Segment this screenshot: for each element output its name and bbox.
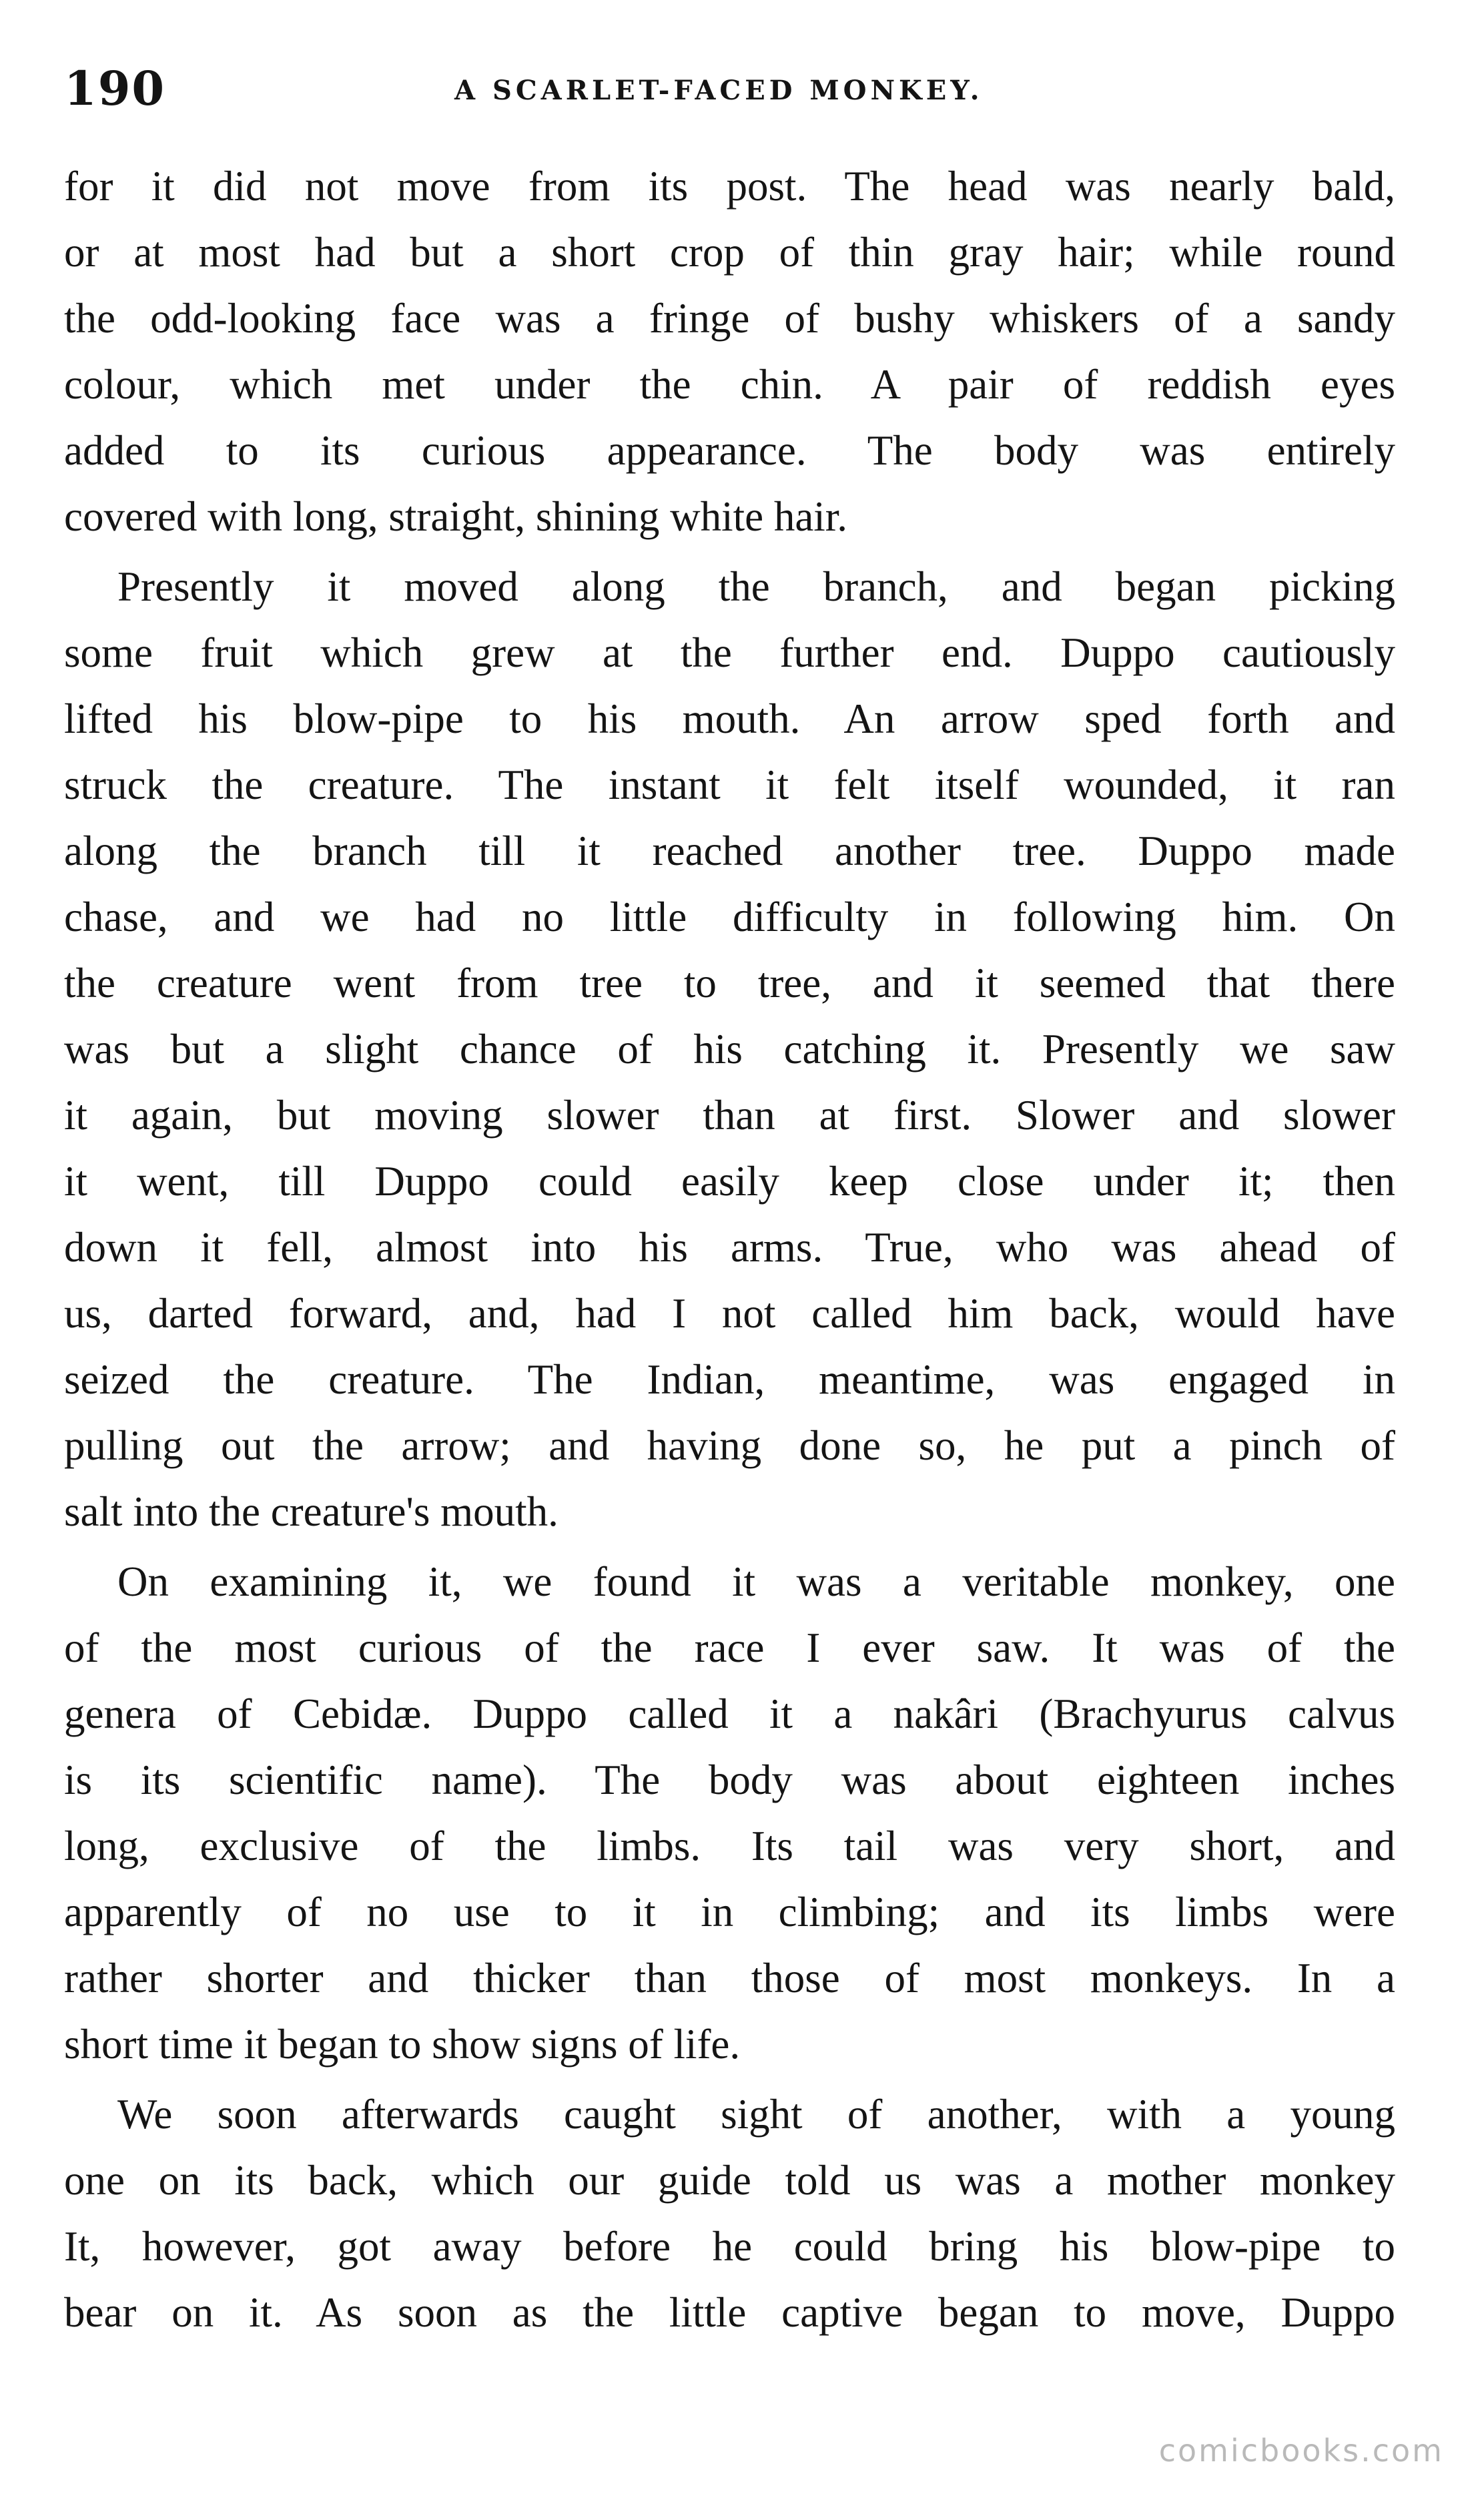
watermark: comicbooks.com — [1158, 2433, 1444, 2469]
text-line: Presently it moved along the branch, and began picking — [117, 563, 1395, 610]
text-line: On examining it, we found it was a veritable monkey, one — [117, 1558, 1395, 1605]
page-number: 190 — [64, 61, 166, 116]
text-line: added to its curious appearance. The body was entirely — [64, 427, 1395, 474]
text-line: covered with long, straight, shining white hair. — [64, 493, 848, 540]
paragraph — [64, 554, 1395, 1545]
text-line: is its scientific name). The body was about eighteen inches — [64, 1757, 1395, 1803]
text-line: rather shorter and thicker than those of most monkeys. In a — [64, 1955, 1395, 2001]
text-line: genera of Cebidæ. Duppo called it a nakâri (Brachyurus calvus — [64, 1690, 1395, 1737]
paragraph — [64, 2082, 1395, 2346]
text-line: for it did not move from its post. The head was nearly bald, — [64, 163, 1395, 210]
text-line: long, exclusive of the limbs. Its tail was very short, and — [64, 1823, 1395, 1869]
paragraph — [64, 153, 1395, 550]
text-line: was but a slight chance of his catching it. Presently we saw — [64, 1026, 1395, 1072]
text-line: lifted his blow-pipe to his mouth. An arrow sped forth and — [64, 695, 1395, 742]
text-line: some fruit which grew at the further end. Duppo cautiously — [64, 629, 1395, 676]
body-text — [64, 153, 1395, 2350]
text-line: struck the creature. The instant it felt itself wounded, it ran — [64, 761, 1395, 808]
text-line: apparently of no use to it in climbing; and its limbs were — [64, 1889, 1395, 1935]
running-head — [64, 59, 1399, 119]
text-line: of the most curious of the race I ever saw. It was of the — [64, 1624, 1395, 1671]
text-line: down it fell, almost into his arms. True, who was ahead of — [64, 1224, 1395, 1271]
text-line: it again, but moving slower than at first. Slower and slower — [64, 1092, 1395, 1139]
text-line: the creature went from tree to tree, and it seemed that there — [64, 960, 1395, 1006]
text-line: it went, till Duppo could easily keep close under it; then — [64, 1158, 1395, 1205]
text-line: short time it began to show signs of life. — [64, 2021, 741, 2068]
text-line: along the branch till it reached another tree. Duppo made — [64, 828, 1395, 874]
text-line: salt into the creature's mouth. — [64, 1488, 559, 1535]
paragraph — [64, 1549, 1395, 2078]
running-title: A SCARLET-FACED MONKEY. — [454, 75, 984, 106]
text-line: pulling out the arrow; and having done so, he put a pinch of — [64, 1422, 1395, 1469]
text-line: us, darted forward, and, had I not called him back, would have — [64, 1290, 1395, 1337]
text-line: the odd-looking face was a fringe of bushy whiskers of a sandy — [64, 295, 1395, 342]
text-line: seized the creature. The Indian, meantime, was engaged in — [64, 1356, 1395, 1403]
text-line: chase, and we had no little difficulty in following him. On — [64, 894, 1395, 940]
text-line: one on its back, which our guide told us was a mother monkey — [64, 2157, 1395, 2204]
text-line: It, however, got away before he could bring his blow-pipe to — [64, 2223, 1395, 2270]
text-line: or at most had but a short crop of thin gray hair; while round — [64, 229, 1395, 276]
text-line: colour, which met under the chin. A pair of reddish eyes — [64, 361, 1395, 408]
text-line: bear on it. As soon as the little captive began to move, Duppo — [64, 2289, 1395, 2336]
text-line: We soon afterwards caught sight of another, with a young — [117, 2091, 1395, 2138]
